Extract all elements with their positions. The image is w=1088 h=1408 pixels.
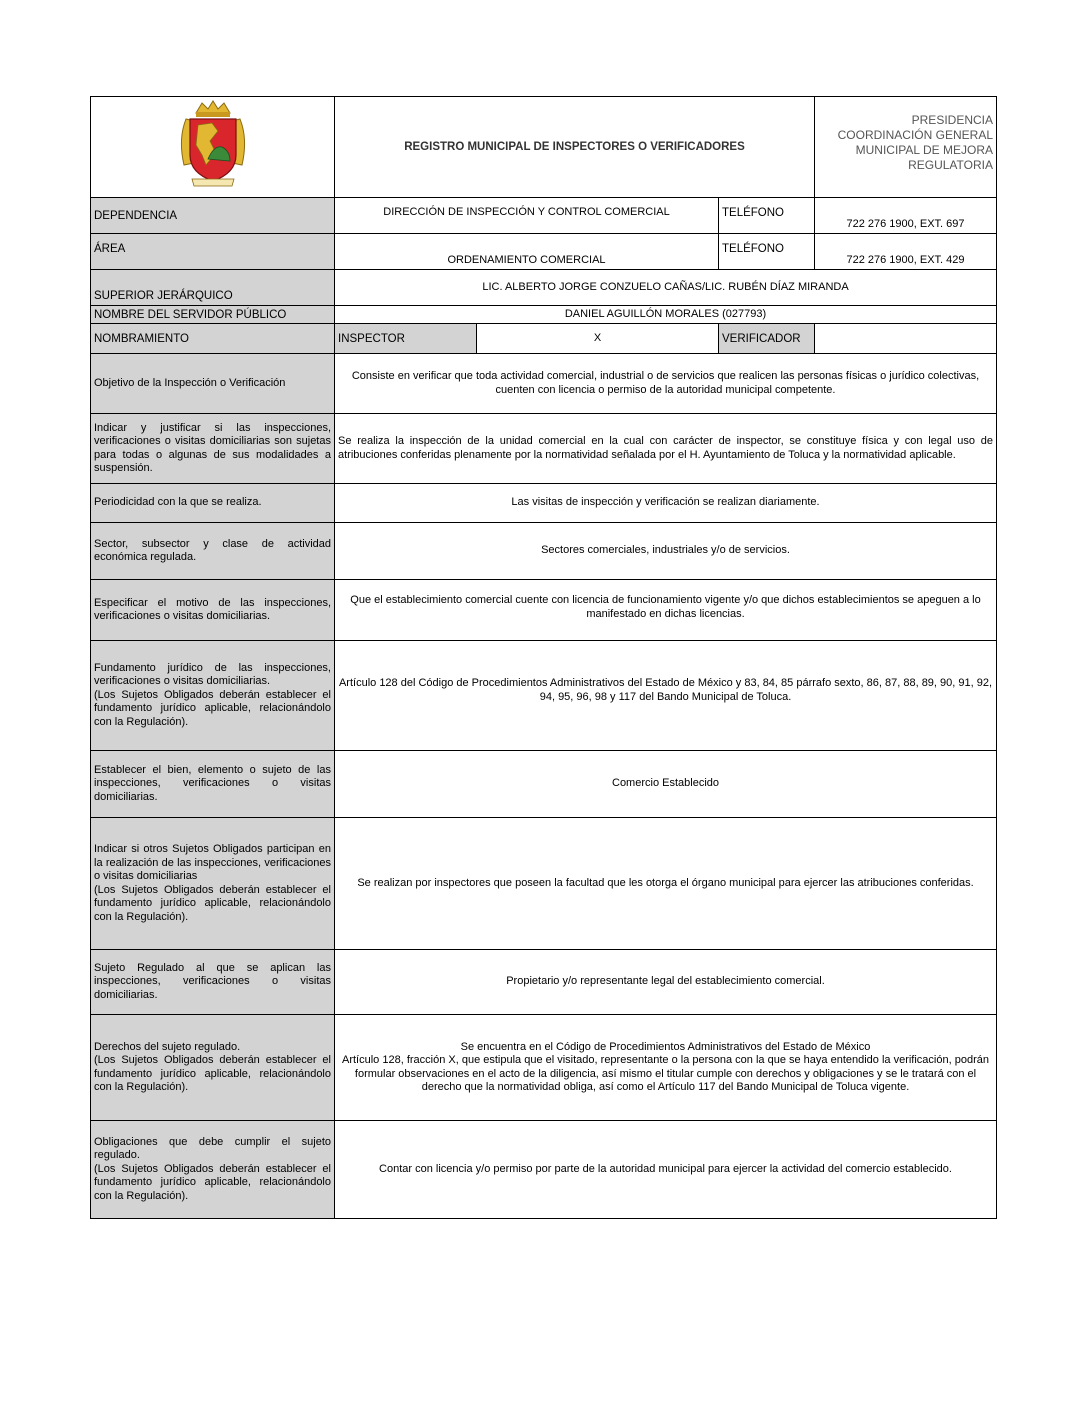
detail-row bbox=[91, 580, 997, 641]
detail-label: Indicar si otros Sujetos Obligados participan en la realización de las inspecciones, verificaciones o visitas domiciliarias (Los Sujetos Obligados deberán establecer el fundamento jurídico aplicable, relacionándolo con la Regulación). bbox=[91, 818, 335, 950]
detail-row bbox=[91, 751, 997, 818]
verificador-label: VERIFICADOR bbox=[719, 324, 815, 354]
detail-row bbox=[91, 354, 997, 414]
detail-row bbox=[91, 818, 997, 950]
area-phone: 722 276 1900, EXT. 429 bbox=[815, 234, 997, 270]
detail-label: Establecer el bien, elemento o sujeto de las inspecciones, verificaciones o visitas domiciliarias. bbox=[91, 751, 335, 818]
dependencia-phone: 722 276 1900, EXT. 697 bbox=[815, 198, 997, 234]
area-label: ÁREA bbox=[91, 234, 335, 270]
inspector-mark: X bbox=[477, 324, 719, 354]
inspector-label: INSPECTOR bbox=[335, 324, 477, 354]
detail-label: Indicar y justificar si las inspecciones, verificaciones o visitas domiciliarias son sujetas para todas o algunas de sus modalidades a suspensión. bbox=[91, 414, 335, 484]
superior-label: SUPERIOR JERÁRQUICO bbox=[91, 270, 335, 306]
area-phone-label: TELÉFONO bbox=[719, 234, 815, 270]
verificador-mark bbox=[815, 324, 997, 354]
detail-row bbox=[91, 523, 997, 580]
detail-value: Se encuentra en el Código de Procedimientos Administrativos del Estado de México Artículo 128, fracción X, que estipula que el visitado, representante o la persona con la que se haya entendido la verificación, podrán formular observaciones en el acto de la diligencia, así mismo el titular cumple con derechos y obligaciones y se le tratará con el derecho que la normatividad obliga, así como el Artículo 117 del Bando Municipal de Toluca vigente. bbox=[335, 1015, 997, 1121]
detail-label: Fundamento jurídico de las inspecciones, verificaciones o visitas domiciliarias. (Los Sujetos Obligados deberán establecer el fundamento jurídico aplicable, relacionándolo con la Regulación). bbox=[91, 641, 335, 751]
detail-row bbox=[91, 414, 997, 484]
detail-row bbox=[91, 484, 997, 523]
detail-label: Objetivo de la Inspección o Verificación bbox=[91, 354, 335, 414]
dependencia-value: DIRECCIÓN DE INSPECCIÓN Y CONTROL COMERCIAL bbox=[335, 198, 719, 234]
detail-value: Comercio Establecido bbox=[335, 751, 997, 818]
detail-label: Especificar el motivo de las inspecciones, verificaciones o visitas domiciliarias. bbox=[91, 580, 335, 641]
detail-label: Derechos del sujeto regulado. (Los Sujetos Obligados deberán establecer el fundamento jurídico aplicable, relacionándolo con la Regulación). bbox=[91, 1015, 335, 1121]
dependencia-phone-label: TELÉFONO bbox=[719, 198, 815, 234]
detail-label: Sujeto Regulado al que se aplican las inspecciones, verificaciones o visitas domiciliarias. bbox=[91, 950, 335, 1015]
detail-value: Artículo 128 del Código de Procedimientos Administrativos del Estado de México y 83, 84, 85 párrafo sexto, 86, 87, 88, 89, 90, 91, 92, 94, 95, 96, 98 y 117 del Bando Municipal de Toluca. bbox=[335, 641, 997, 751]
detail-row bbox=[91, 1015, 997, 1121]
issuing-office: PRESIDENCIA COORDINACIÓN GENERAL MUNICIPAL DE MEJORA REGULATORIA bbox=[815, 97, 997, 198]
detail-value: Se realiza la inspección de la unidad comercial en la cual con carácter de inspector, se constituye física y con legal uso de atribuciones conferidas plenamente por la normatividad señalada por el H. Ayuntamiento de Toluca y la normatividad aplicable. bbox=[335, 414, 997, 484]
toluca-coat-of-arms-icon bbox=[172, 99, 254, 191]
nombramiento-label: NOMBRAMIENTO bbox=[91, 324, 335, 354]
header-row bbox=[91, 97, 997, 198]
document-title: REGISTRO MUNICIPAL DE INSPECTORES O VERIFICADORES bbox=[335, 97, 815, 198]
detail-row bbox=[91, 950, 997, 1015]
servidor-value: DANIEL AGUILLÓN MORALES (027793) bbox=[335, 306, 997, 324]
detail-value: Se realizan por inspectores que poseen la facultad que les otorga el órgano municipal para ejercer las atribuciones conferidas. bbox=[335, 818, 997, 950]
logo-cell bbox=[91, 97, 335, 198]
detail-label: Sector, subsector y clase de actividad económica regulada. bbox=[91, 523, 335, 580]
detail-label: Periodicidad con la que se realiza. bbox=[91, 484, 335, 523]
detail-value: Propietario y/o representante legal del establecimiento comercial. bbox=[335, 950, 997, 1015]
servidor-label: NOMBRE DEL SERVIDOR PÚBLICO bbox=[91, 306, 335, 324]
superior-value: LIC. ALBERTO JORGE CONZUELO CAÑAS/LIC. RUBÉN DÍAZ MIRANDA bbox=[335, 270, 997, 306]
dependencia-row bbox=[91, 198, 997, 234]
area-value: ORDENAMIENTO COMERCIAL bbox=[335, 234, 719, 270]
detail-label: Obligaciones que debe cumplir el sujeto regulado. (Los Sujetos Obligados deberán establecer el fundamento jurídico aplicable, relacionándolo con la Regulación). bbox=[91, 1121, 335, 1219]
detail-value: Que el establecimiento comercial cuente con licencia de funcionamiento vigente y/o que dichos establecimientos se apeguen a lo manifestado en dichas licencias. bbox=[335, 580, 997, 641]
superior-row bbox=[91, 270, 997, 306]
detail-row bbox=[91, 641, 997, 751]
detail-value: Consiste en verificar que toda actividad comercial, industrial o de servicios que realicen las personas físicas o jurídico colectivas, cuenten con licencia o permiso de la autoridad municipal competente. bbox=[335, 354, 997, 414]
detail-value: Contar con licencia y/o permiso por parte de la autoridad municipal para ejercer la actividad del comercio establecido. bbox=[335, 1121, 997, 1219]
detail-value: Las visitas de inspección y verificación se realizan diariamente. bbox=[335, 484, 997, 523]
inspector-registry-table bbox=[90, 96, 997, 1219]
detail-value: Sectores comerciales, industriales y/o de servicios. bbox=[335, 523, 997, 580]
dependencia-label: DEPENDENCIA bbox=[91, 198, 335, 234]
nombramiento-row bbox=[91, 324, 997, 354]
area-row bbox=[91, 234, 997, 270]
servidor-row bbox=[91, 306, 997, 324]
detail-row bbox=[91, 1121, 997, 1219]
